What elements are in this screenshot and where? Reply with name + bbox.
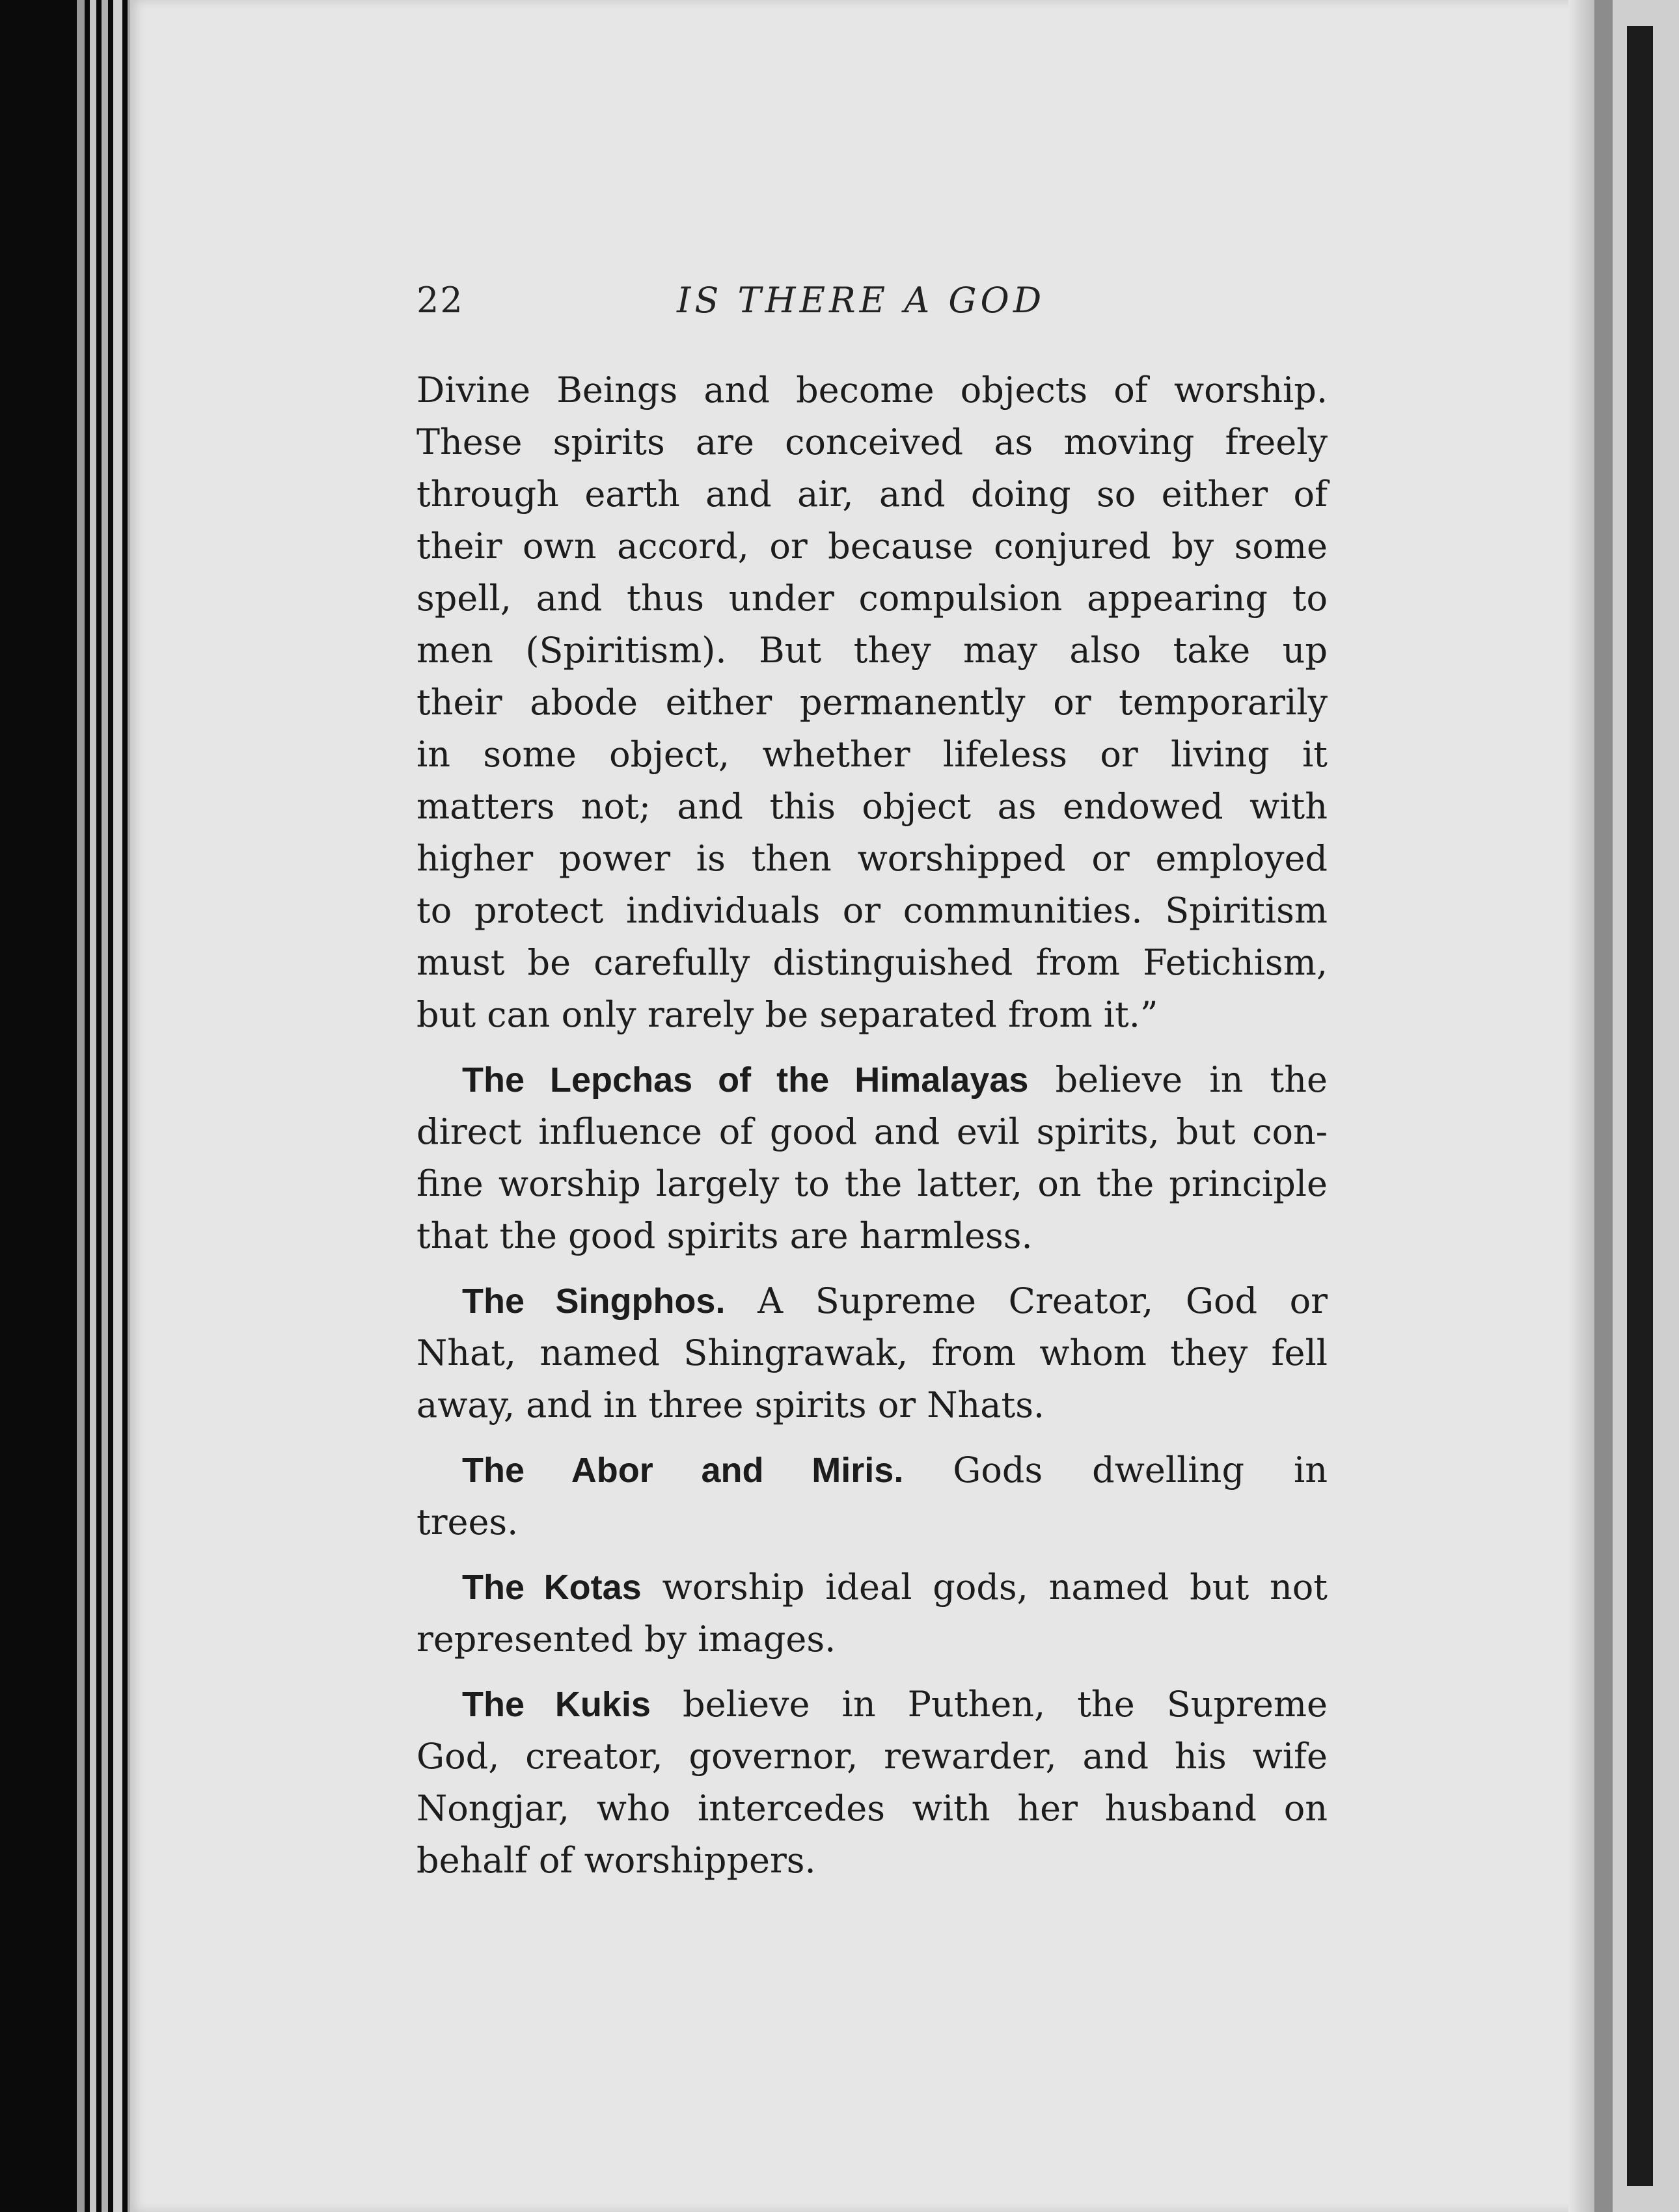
- text-run: believe in Puthen, the Supreme: [683, 1684, 1328, 1725]
- text-line: spell, and thus under compulsion appearing to: [416, 578, 1328, 619]
- text-line: behalf of worshippers.: [416, 1840, 816, 1881]
- text-line: [416, 1444, 1328, 1496]
- text-line: to protect individuals or communities. Spiritism: [416, 890, 1328, 931]
- text-line: God, creator, governor, rewarder, and his wife: [416, 1736, 1328, 1777]
- text-line: must be carefully distinguished from Fetichism,: [416, 942, 1328, 983]
- text-line: that the good spirits are harmless.: [416, 1215, 1033, 1256]
- text-line: away, and in three spirits or Nhats.: [416, 1384, 1045, 1425]
- page-gutter-shadow: [1568, 0, 1594, 2212]
- text-line: direct influence of good and evil spirits, but con-: [416, 1111, 1328, 1152]
- text-line: Nongjar, who intercedes with her husband on: [416, 1788, 1328, 1829]
- book-binding: [1594, 0, 1613, 2212]
- text-run: A Supreme Creator, God or: [758, 1280, 1328, 1321]
- text-run: worship ideal gods, named but not: [662, 1567, 1328, 1608]
- text-line: [416, 1679, 1328, 1731]
- tribe-heading: The Kukis: [462, 1685, 651, 1724]
- page-edge: [90, 0, 96, 2212]
- text-line: matters not; and this object as endowed with: [416, 786, 1328, 827]
- text-line: fine worship largely to the latter, on the principle: [416, 1163, 1328, 1204]
- paragraph: [416, 1561, 1328, 1666]
- running-header: [416, 280, 1328, 332]
- page-number: 22: [416, 280, 464, 321]
- paragraph: [416, 1444, 1328, 1548]
- text-run: Gods dwelling in: [953, 1450, 1328, 1490]
- next-page-shadow: [1627, 26, 1653, 2186]
- paragraph: [416, 1679, 1328, 1887]
- tribe-heading: The Lepchas of the Himalayas: [462, 1060, 1029, 1099]
- tribe-heading: The Singphos.: [462, 1282, 726, 1321]
- text-line: Divine Beings and become objects of worship.: [416, 370, 1328, 411]
- text-line: These spirits are conceived as moving freely: [416, 422, 1328, 463]
- text-line: their own accord, or because conjured by some: [416, 526, 1328, 567]
- text-line: through earth and air, and doing so either of: [416, 474, 1328, 515]
- text-line: [416, 1054, 1328, 1106]
- page-edge: [102, 0, 108, 2212]
- text-line: trees.: [416, 1502, 519, 1543]
- paragraph: [416, 1275, 1328, 1431]
- text-run: believe in the: [1055, 1059, 1328, 1100]
- page-edge: [113, 0, 122, 2212]
- text-line: their abode either permanently or temporarily: [416, 682, 1328, 723]
- text-line: men (Spiritism). But they may also take up: [416, 630, 1328, 671]
- text-line: represented by images.: [416, 1619, 836, 1660]
- text-line: but can only rarely be separated from it.”: [416, 994, 1158, 1035]
- text-line: in some object, whether lifeless or living it: [416, 734, 1328, 775]
- text-line: Nhat, named Shingrawak, from whom they fell: [416, 1332, 1328, 1373]
- paragraph: [416, 1054, 1328, 1262]
- paragraph: [416, 364, 1328, 1041]
- body-text: [416, 364, 1328, 1900]
- text-line: [416, 1275, 1328, 1327]
- tribe-heading: The Kotas: [462, 1568, 642, 1607]
- text-line: higher power is then worshipped or employed: [416, 838, 1328, 879]
- page-edge: [77, 0, 85, 2212]
- running-title: IS THERE A GOD: [677, 280, 1046, 321]
- text-line: [416, 1561, 1328, 1613]
- tribe-heading: The Abor and Miris.: [462, 1451, 904, 1490]
